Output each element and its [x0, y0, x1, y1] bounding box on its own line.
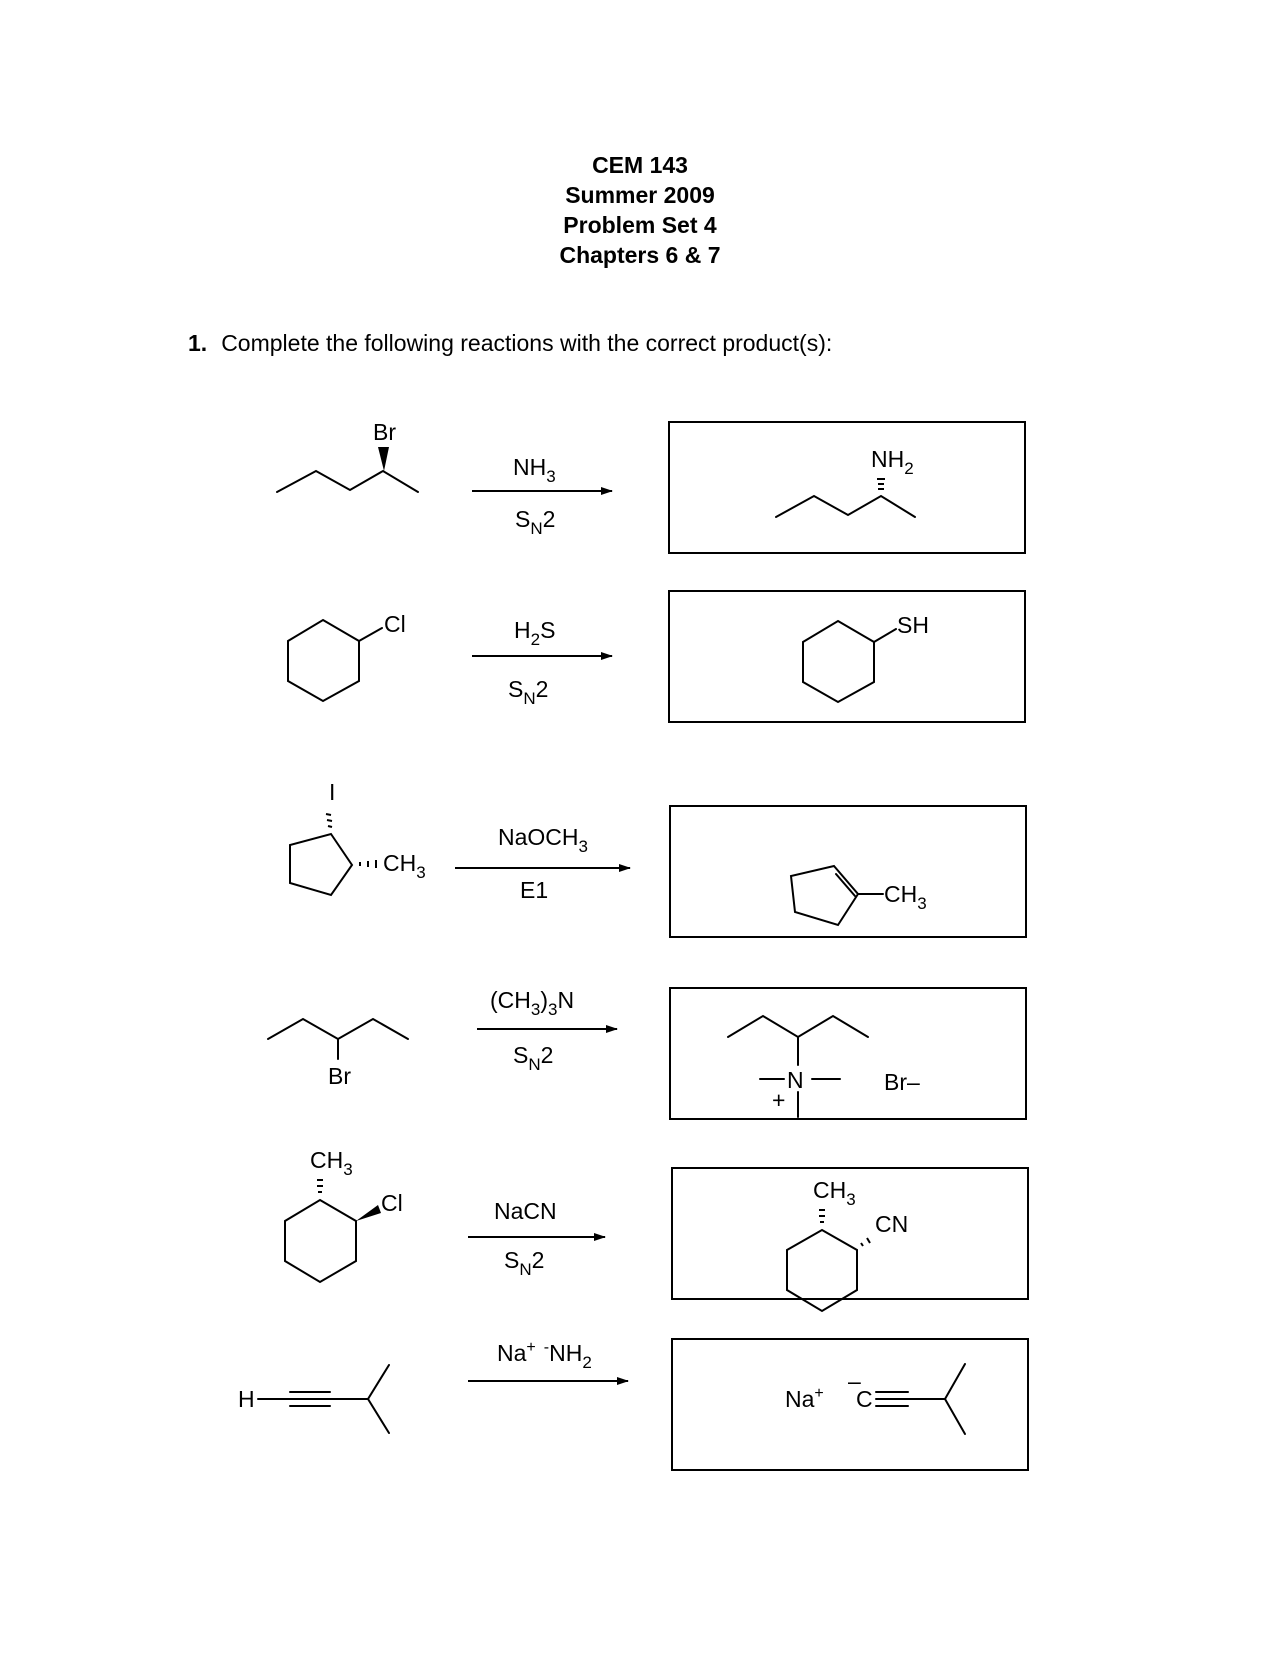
reactant-1-br: Br: [373, 419, 396, 445]
problem-set-title: Problem Set 4: [563, 212, 717, 238]
question-text: Complete the following reactions with the correct product(s):: [221, 330, 833, 356]
product-3-ch3: $CH_3$: [884, 881, 927, 913]
reagent-1-condition: $S_N2$: [515, 506, 556, 538]
reagent-5-main: NaCN: [494, 1198, 557, 1224]
reactant-6-structure: [238, 1365, 389, 1433]
product-5-ch3: $CH_3$: [813, 1177, 856, 1209]
term: Summer 2009: [565, 182, 715, 208]
reactant-4-br: Br: [328, 1063, 351, 1089]
reagent-1: [472, 454, 612, 538]
answer-box-4: [670, 988, 1026, 1119]
reactant-5-structure: [285, 1147, 403, 1282]
reaction-2: [288, 591, 1025, 722]
reactant-2-structure: [288, 611, 406, 701]
product-4-charge: +: [772, 1087, 786, 1113]
product-2-sh: SH: [897, 612, 929, 638]
product-3-structure: [791, 866, 927, 925]
reagent-6: [468, 1339, 628, 1381]
product-4-structure: [728, 1016, 920, 1117]
chapters: Chapters 6 & 7: [559, 242, 721, 268]
product-1-structure: [776, 446, 915, 517]
product-6-charge: –: [848, 1368, 861, 1394]
question-number: 1.: [188, 330, 208, 356]
reactant-2-cl: Cl: [384, 611, 406, 637]
reagent-6-main: Na+ $-NH_2$: [497, 1339, 592, 1372]
reagent-2-main: $H_2S$: [514, 617, 556, 649]
product-4-n: N: [787, 1067, 804, 1093]
product-1-nh2: $NH_2$: [871, 446, 914, 478]
reagent-3-main: NaOCH$_3$: [498, 824, 588, 856]
reactant-3-ch3: $CH_3$: [383, 850, 426, 882]
reagent-5-condition: $S_N2$: [504, 1247, 545, 1279]
product-6-sodium: Na+: [785, 1385, 824, 1412]
product-6-carbanion: C: [856, 1386, 873, 1412]
reagent-3-condition: E1: [520, 877, 549, 903]
reagent-4: [477, 987, 617, 1074]
answer-box-1: [669, 422, 1025, 553]
reagent-4-condition: $S_N2$: [513, 1042, 554, 1074]
answer-box-6: [672, 1339, 1028, 1470]
reaction-6: [238, 1339, 1028, 1470]
answer-box-2: [669, 591, 1025, 722]
reaction-5: [285, 1147, 1028, 1311]
reactant-3-structure: [290, 779, 426, 895]
reaction-4: [268, 987, 1026, 1119]
reactant-6-h: H: [238, 1386, 255, 1412]
product-5-cn: CN: [875, 1211, 909, 1237]
reagent-5: [468, 1198, 605, 1279]
reagent-3: [455, 824, 630, 903]
product-6-structure: [785, 1364, 965, 1434]
reaction-1: [277, 419, 1025, 553]
reactant-5-ch3: $CH_3$: [310, 1147, 353, 1179]
reactant-4-structure: [268, 1019, 408, 1089]
reactant-5-cl: Cl: [381, 1190, 403, 1216]
reagent-4-main: $(CH_3)_3N$: [490, 987, 575, 1019]
reagent-2-condition: $S_N2$: [508, 676, 549, 708]
reagent-1-main: $NH_3$: [513, 454, 556, 486]
product-4-bromide: Br–: [884, 1069, 920, 1095]
reactant-1-structure: [277, 419, 418, 492]
product-2-structure: [803, 612, 929, 702]
course-title: CEM 143: [592, 152, 688, 178]
product-5-structure: [787, 1177, 908, 1311]
reaction-3: [290, 779, 1026, 937]
reagent-2: [472, 617, 612, 708]
answer-box-5: [672, 1168, 1028, 1299]
reactant-3-i: I: [329, 779, 336, 805]
answer-box-3: [670, 806, 1026, 937]
